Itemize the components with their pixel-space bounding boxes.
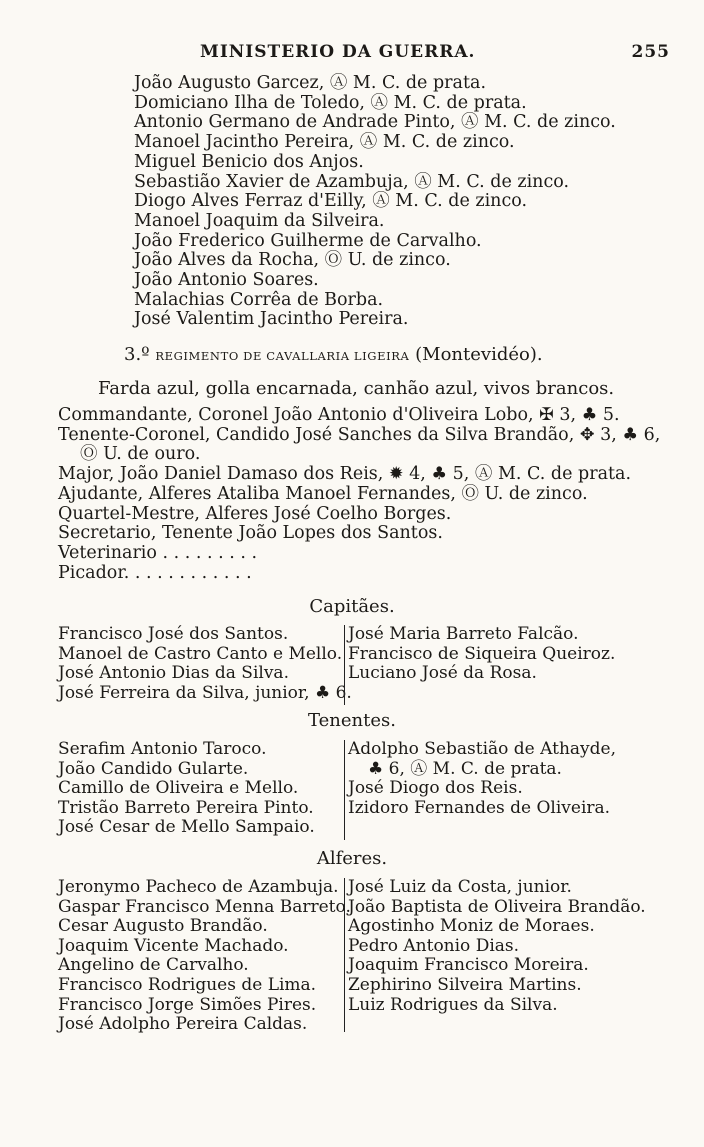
list-item: José Ferreira da Silva, junior, ♣ 6. [58, 682, 352, 703]
list-item: Gaspar Francisco Menna Barreto. [58, 896, 351, 917]
staff-ajudante: Ajudante, Alferes Ataliba Manoel Fernandes, Ⓞ U. de zinco. [58, 483, 588, 504]
list-item: Izidoro Fernandes de Oliveira. [348, 797, 611, 818]
list-item: Francisco Rodrigues de Lima. [58, 974, 317, 995]
lieutenants-right-column [348, 740, 648, 818]
list-item: José Valentim Jacintho Pereira. [134, 309, 409, 330]
list-item: Jeronymo Pacheco de Azambuja. [58, 877, 339, 897]
ensigns-columns [58, 878, 648, 1038]
list-item: Diogo Alves Ferraz d'Eilly, Ⓐ M. C. de zinco. [134, 191, 528, 212]
staff-tenente-coronel-cont: Ⓞ U. de ouro. [80, 444, 201, 465]
list-item: João Alves da Rocha, Ⓞ U. de zinco. [134, 250, 451, 271]
list-item: Domiciano Ilha de Toledo, Ⓐ M. C. de prata. [134, 92, 527, 113]
staff-commandante: Commandante, Coronel João Antonio d'Oliveira Lobo, ✠ 3, ♣ 5. [58, 405, 620, 425]
list-item: Agostinho Moniz de Moraes. [348, 916, 595, 937]
regiment-number: 3.º [124, 344, 150, 365]
list-item: Luiz Rodrigues da Silva. [348, 994, 558, 1015]
list-item: Pedro Antonio Dias. [348, 935, 520, 956]
list-item: Camillo de Oliveira e Mello. [58, 778, 299, 799]
staff-quartel-mestre: Quartel-Mestre, Alferes José Coelho Borges. [58, 503, 452, 524]
column-divider [344, 740, 345, 840]
list-item: José Maria Barreto Falcão. [348, 624, 579, 644]
regiment-name: REGIMENTO DE CAVALLARIA LIGEIRA [155, 349, 410, 363]
list-item: José Adolpho Pereira Caldas. [58, 1014, 308, 1035]
captains-columns [58, 625, 648, 705]
staff-secretario: Secretario, Tenente João Lopes dos Santos. [58, 523, 443, 544]
list-item: Sebastião Xavier de Azambuja, Ⓐ M. C. de zinco. [134, 171, 570, 192]
regiment-heading [124, 344, 543, 365]
list-item: Angelino de Carvalho. [58, 955, 249, 976]
list-item: João Baptista de Oliveira Brandão. [348, 896, 646, 917]
list-item: Luciano José da Rosa. [348, 663, 537, 684]
list-item: João Antonio Soares. [134, 270, 319, 291]
ensigns-right-column [348, 878, 648, 1015]
staff-veterinario: Veterinario . . . . . . . . . [58, 542, 258, 563]
list-item: Miguel Benicio dos Anjos. [134, 151, 364, 172]
list-item: Joaquim Francisco Moreira. [348, 955, 589, 976]
staff-list [58, 406, 660, 583]
list-item: Antonio Germano de Andrade Pinto, Ⓐ M. C. de zinco. [134, 112, 616, 133]
column-divider [344, 625, 345, 705]
list-item: José Luiz da Costa, junior. [348, 877, 572, 897]
staff-major: Major, João Daniel Damaso dos Reis, ✹ 4, ♣ 5, Ⓐ M. C. de prata. [58, 464, 632, 485]
list-item: Joaquim Vicente Machado. [58, 935, 289, 956]
lieutenants-left-column [58, 740, 343, 838]
list-item: José Diogo dos Reis. [348, 778, 523, 799]
officer-list-continued [134, 74, 616, 330]
list-item: João Augusto Garcez, Ⓐ M. C. de prata. [134, 73, 487, 93]
list-item: Tristão Barreto Pereira Pinto. [58, 797, 314, 818]
list-item: José Cesar de Mello Sampaio. [58, 817, 315, 838]
staff-tenente-coronel: Tenente-Coronel, Candido José Sanches da Silva Brandão, ✥ 3, ♣ 6, [58, 424, 661, 445]
uniform-description: Farda azul, golla encarnada, canhão azul, vivos brancos. [98, 378, 615, 399]
list-item: José Antonio Dias da Silva. [58, 663, 289, 684]
lieutenants-heading: Tenentes. [308, 710, 396, 731]
column-divider [344, 878, 345, 1032]
list-item: ♣ 6, Ⓐ M. C. de prata. [368, 758, 562, 779]
captains-right-column [348, 625, 648, 684]
header-title: MINISTERIO DA GUERRA. [200, 42, 476, 62]
captains-heading: Capitães. [309, 596, 395, 617]
list-item: Francisco Jorge Simões Pires. [58, 994, 317, 1015]
list-item: Serafim Antonio Taroco. [58, 739, 267, 759]
staff-picador: Picador. . . . . . . . . . . . [58, 562, 252, 583]
list-item: Malachias Corrêa de Borba. [134, 289, 384, 310]
captains-left-column [58, 624, 352, 703]
regiment-place: (Montevidéo). [415, 344, 543, 365]
lieutenants-columns [58, 740, 648, 840]
list-item: Manoel Jacintho Pereira, Ⓐ M. C. de zinco. [134, 132, 515, 153]
list-item: Francisco de Siqueira Queiroz. [348, 643, 616, 664]
ensigns-heading: Alferes. [316, 848, 388, 869]
list-item: João Candido Gularte. [58, 758, 249, 779]
ensigns-left-column [58, 877, 351, 1035]
list-item: Cesar Augusto Brandão. [58, 916, 268, 937]
page-number: 255 [631, 42, 670, 62]
list-item: Adolpho Sebastião de Athayde, [348, 739, 616, 759]
list-item: Zephirino Silveira Martins. [348, 974, 582, 995]
list-item: João Frederico Guilherme de Carvalho. [134, 230, 482, 251]
list-item: Manoel Joaquim da Silveira. [134, 210, 385, 231]
running-header [200, 42, 670, 68]
list-item: Manoel de Castro Canto e Mello. [58, 643, 343, 664]
list-item: Francisco José dos Santos. [58, 624, 289, 644]
